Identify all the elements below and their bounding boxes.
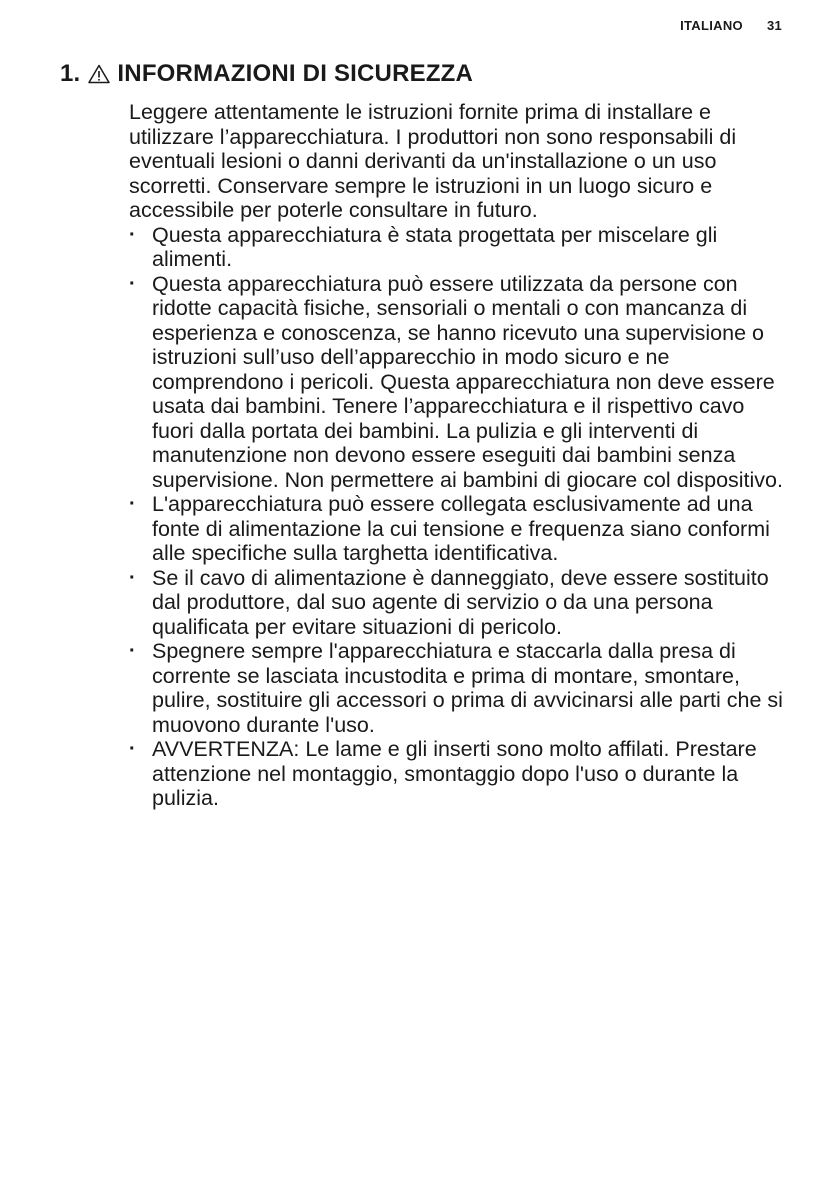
intro-paragraph: Leggere attentamente le istruzioni fornite prima di installare e utilizzare l’apparecchiatura. I produttori non sono responsabili di eventuali lesioni o danni derivanti da un'installazione o un uso scorretti. Conservare sempre le istruzioni in un luogo sicuro e accessibile per poterle consultare in futuro. bbox=[129, 100, 737, 222]
list-item bbox=[129, 639, 789, 737]
list-item-text: Questa apparecchiatura è stata progettata per miscelare gli alimenti. bbox=[152, 222, 718, 271]
section-number: 1. bbox=[60, 60, 81, 87]
safety-list bbox=[129, 223, 789, 811]
bullet-icon bbox=[129, 492, 152, 519]
bullet-icon bbox=[129, 639, 152, 666]
list-item-text: Se il cavo di alimentazione è danneggiato, deve essere sostituito dal produttore, dal suo agente di servizio o da una persona qualificata per evitare situazioni di pericolo. bbox=[152, 565, 769, 639]
page-number: 31 bbox=[766, 18, 782, 33]
bullet-icon bbox=[129, 737, 152, 764]
bullet-icon bbox=[129, 223, 152, 250]
list-item-text: Questa apparecchiatura può essere utilizzata da persone con ridotte capacità fisiche, sensoriali o mentali o con mancanza di esperienza e conoscenza, se hanno ricevuto una supervisione o istruzioni sull’uso dell’apparecchio in modo sicuro e ne comprendono i pericoli. Questa apparecchiatura non deve essere usata dai bambini. Tenere l’apparecchiatura e il rispettivo cavo fuori dalla portata dei bambini. La pulizia e gli interventi di manutenzione non devono essere eseguiti dai bambini senza supervisione. Non permettere ai bambini di giocare col dispositivo. bbox=[152, 271, 783, 492]
section-title bbox=[60, 60, 473, 88]
list-item bbox=[129, 272, 789, 493]
header-language: ITALIANO bbox=[680, 18, 743, 33]
list-item-text: L'apparecchiatura può essere collegata esclusivamente ad una fonte di alimentazione la cui tensione e frequenza siano conformi alle specifiche sulla targhetta identificativa. bbox=[152, 492, 770, 565]
section-title-text: INFORMAZIONI DI SICUREZZA bbox=[117, 60, 474, 87]
section-body bbox=[129, 100, 789, 811]
list-item-text: AVVERTENZA: Le lame e gli inserti sono molto affilati. Prestare attenzione nel montaggio, smontaggio dopo l'uso o durante la pulizia. bbox=[152, 737, 757, 810]
bullet-icon bbox=[129, 566, 152, 593]
list-item bbox=[129, 492, 789, 566]
list-item bbox=[129, 566, 789, 640]
bullet-icon bbox=[129, 272, 152, 299]
warning-triangle-icon bbox=[88, 63, 110, 83]
list-item-text: Spegnere sempre l'apparecchiatura e staccarla dalla presa di corrente se lasciata incustodita e prima di montare, smontare, pulire, sostituire gli accessori o prima di avvicinarsi alle parti che si muovono durante l'uso. bbox=[152, 639, 783, 737]
list-item bbox=[129, 223, 789, 272]
page-header bbox=[680, 18, 782, 33]
list-item bbox=[129, 737, 789, 811]
